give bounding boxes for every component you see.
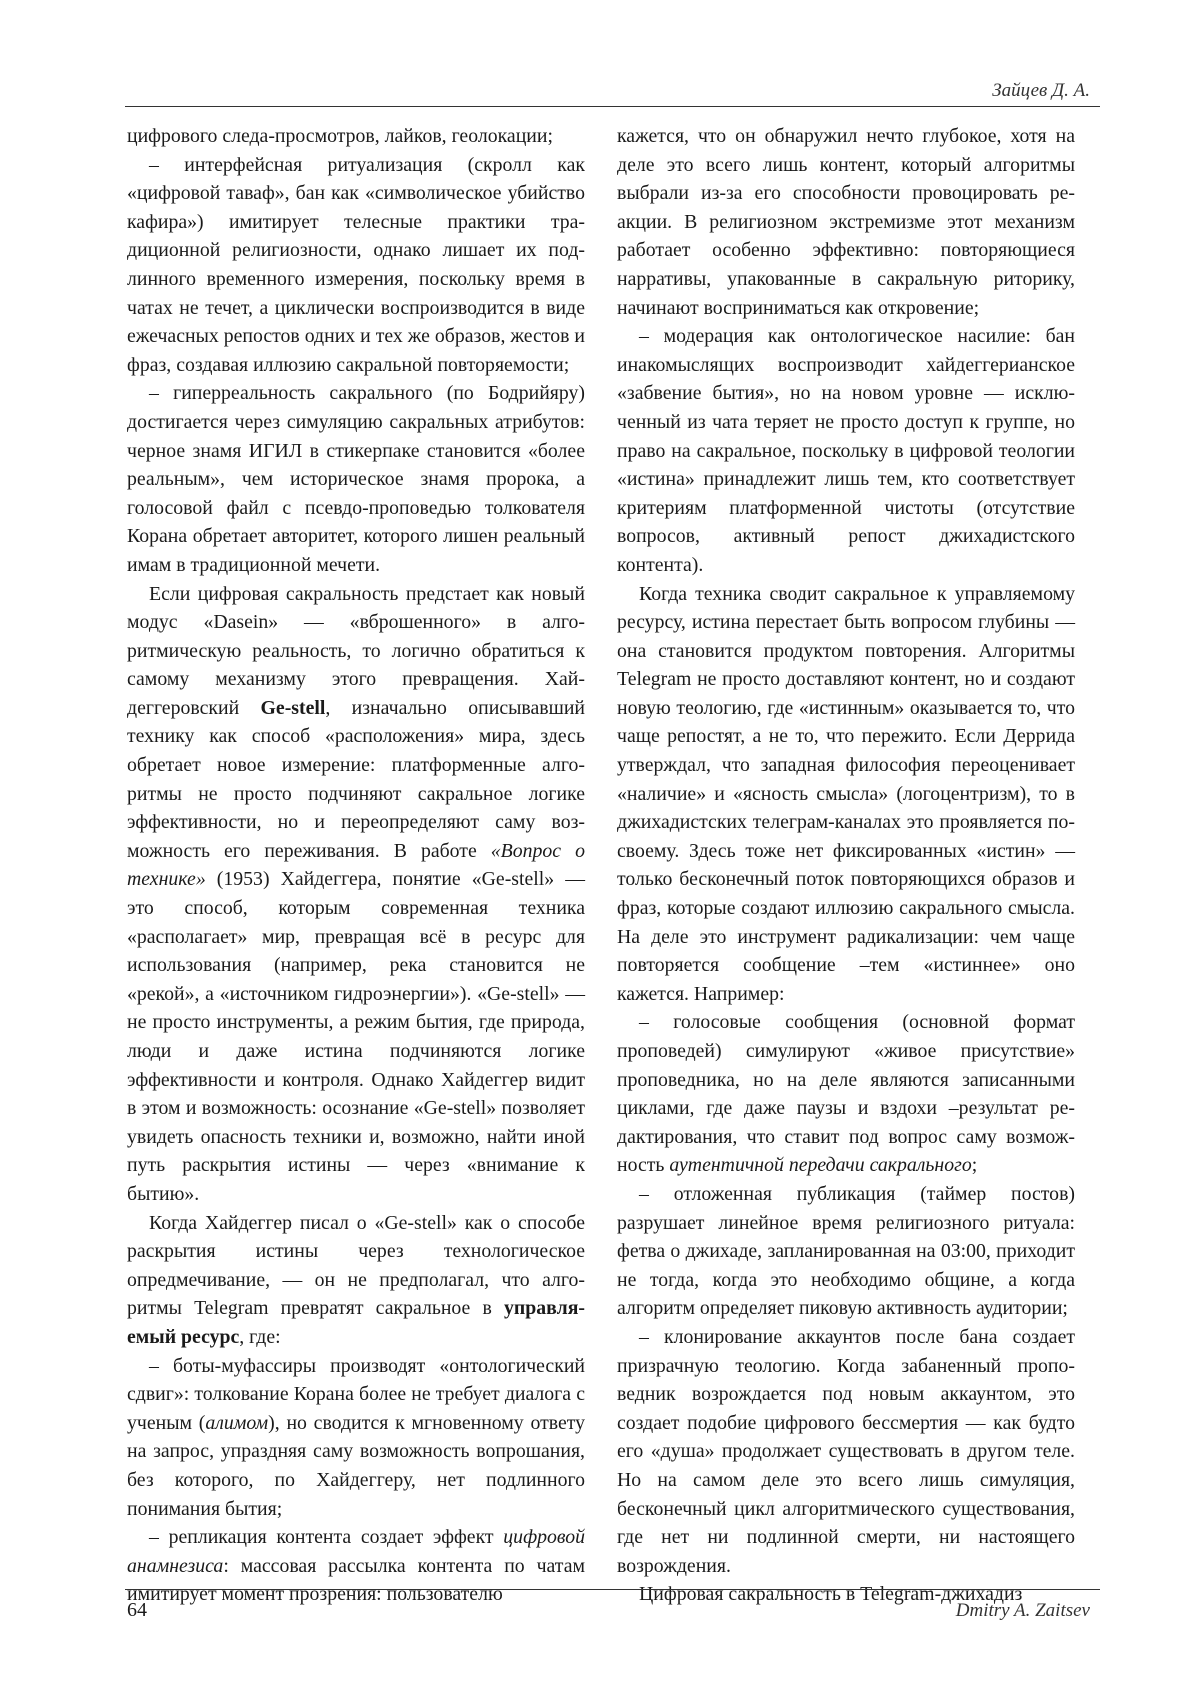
text-run: (1953) Хайдеггера, понятие «Ge-stell» — это способ, которым современная техника «располагает» мир, превращая всё в ресурс для использования (например, река становится не «рекой», а «источником гидроэнергии»). «Ge-stell» — не просто инструменты, а режим бытия, где природа, люди и даже истина подчиняются логике эффективности и контроля. Однако Хайдеггер видит в этом и возможность: осознание «Ge-stell» позволяет увидеть опасность техники и, возможно, найти иной путь раскрытия истины — через «внимание к бытию». <box>127 868 585 1205</box>
footer-rule <box>125 1589 1100 1590</box>
term-managed-resource: управляемый ресурс <box>127 1297 585 1348</box>
text-run: Если цифровая сакральность предстает как новый модус «Dasein» — «вброшенного» в алгоритмическую реальность, то логично обратиться к самому механизму этого превращения. Хайдеггеровский <box>127 582 585 719</box>
running-footer-author: Dmitry A. Zaitsev <box>955 1600 1090 1621</box>
term-gestell: Ge-stell <box>260 696 326 719</box>
list-item <box>127 1352 585 1524</box>
text-run: ; <box>971 1154 978 1177</box>
list-item: – гиперреальность сакрального (по Бодрийяру) достигается через симуляцию сакральных атрибутов: черное знамя ИГИЛ в стикерпаке становится «более реальным», чем историческое знамя пророка, а голосовой файл с псевдо-проповедью толкователя Корана обретает авторитет, которого лишен реальный имам в традиционной мечети. <box>127 382 585 576</box>
left-column <box>127 122 585 1609</box>
work-title: «Вопрос о технике» <box>127 839 585 891</box>
paragraph <box>127 580 585 1209</box>
list-item: – отложенная публикация (таймер постов) разрушает линейное время религиозного ритуала: фетва о джихаде, запланированная на 03:00, приходит не тогда, когда это необходимо общине, а когда алгоритм определяет пиковую активность аудитории; <box>617 1182 1075 1320</box>
term-digital-anamnesis: цифровой анамнезиса <box>127 1526 585 1577</box>
list-item: – модерация как онтологическое насилие: бан инакомыслящих воспроизводит хайдеггерианское «забвение бытия», но на новом уровне — исключенный из чата теряет не просто доступ к группе, но право на сакральное, поскольку в цифровой теологии «истина» принадлежит лишь тем, кто соответствует критериям платформенной чистоты (отсутствие вопросов, активный репост джихадистского контента). <box>617 325 1075 576</box>
text-run: – боты-муфассиры производят «онтологический сдвиг»: толкование Корана более не требует диалога с ученым ( <box>127 1354 585 1434</box>
header-rule <box>125 106 1100 107</box>
list-item <box>127 1523 585 1609</box>
paragraph: Цифровая сакральность в Telegram-джихадиз <box>639 1583 1023 1606</box>
paragraph <box>127 1209 585 1352</box>
paragraph: цифрового следа-просмотров, лайков, геолокации; <box>127 125 553 147</box>
text-run: : массовая рассылка контента по чатам имитирует момент прозрения: пользователю <box>127 1554 585 1606</box>
paragraph: кажется, что он обнаружил нечто глубокое, хотя на деле это всего лишь контент, который алгоритмы выбрали из-за его способности провоцировать реакции. В религиозном экстремизме этот механизм работает особенно эффективно: повторяющиеся нарративы, упакованные в сакральную риторику, начинают восприниматься как откровение; <box>617 125 1075 319</box>
term-alim: алимом <box>205 1411 269 1434</box>
paragraph: Когда техника сводит сакральное к управляемому ресурсу, истина перестает быть вопросом глубины — она становится продуктом повторения. Алгоритмы Telegram не просто доставляют контент, но и создают новую теологию, где «истинным» оказывается то, что чаще репостят, а не то, что пережито. Если Деррида утверждал, что западная философия переоценивает «наличие» и «ясность смысла» (логоцентризм), то в джихадистских телеграм-каналах это проявляется по-своему. Здесь тоже нет фиксированных «истин» — только бесконечный поток повторяющихся образов и фраз, которые создают иллюзию сакрального смысла. На деле это инструмент радикализации: чем чаще повторяется сообщение –тем «истиннее» оно кажется. Например: <box>617 582 1075 1005</box>
right-column <box>617 122 1075 1609</box>
text-run: , где: <box>239 1325 281 1348</box>
text-run: – репликация контента создает эффект <box>149 1526 504 1549</box>
list-item: – интерфейсная ритуализация (скролл как «цифровой таваф», бан как «символическое убийство кафира») имитирует телесные практики традиционной религиозности, однако лишает их подлинного временного измерения, поскольку время в чатах не течет, а циклически воспроизводится в виде ежечасных репостов одних и тех же образов, жестов и фраз, создавая иллюзию сакральной повторяемости; <box>127 153 585 376</box>
list-item <box>617 1008 1075 1180</box>
text-run: ), но сводится к мгновенному ответу на запрос, упраздняя саму возможность вопрошания, без которого, по Хайдеггеру, нет подлинного понимания бытия; <box>127 1411 586 1520</box>
text-run: Когда Хайдеггер писал о «Ge-stell» как о способе раскрытия истины через технологическое опредмечивание, — он не предполагал, что алгоритмы Telegram превратят сакральное в <box>127 1211 585 1320</box>
term-authentic-transmission: аутентичной передачи сакрального <box>669 1154 972 1177</box>
page-number: 64 <box>127 1599 147 1621</box>
text-run: – голосовые сообщения (основной формат проповедей) симулируют «живое присутствие» проповедника, но на деле являются записанными циклами, где даже паузы и вздохи –результат редактирования, что ставит под вопрос саму возможность <box>617 1011 1075 1177</box>
text-run: , изначально описывавший технику как способ «расположения» мира, здесь обретает новое измерение: платформенные алгоритмы не просто подчиняют сакральное логике эффективности, но и переопределяют саму возможность его переживания. В работе <box>127 696 585 862</box>
list-item: – клонирование аккаунтов после бана создает призрачную теологию. Когда забаненный проповедник возрождается под новым аккаунтом, это создает подобие цифрового бессмертия — как будто его «душа» продолжает существовать в другом теле. Но на самом деле это всего лишь симуляция, бесконечный цикл алгоритмического существования, где нет ни подлинной смерти, ни настоящего возрождения. <box>617 1325 1075 1577</box>
running-header-author: Зайцев Д. А. <box>992 80 1090 101</box>
